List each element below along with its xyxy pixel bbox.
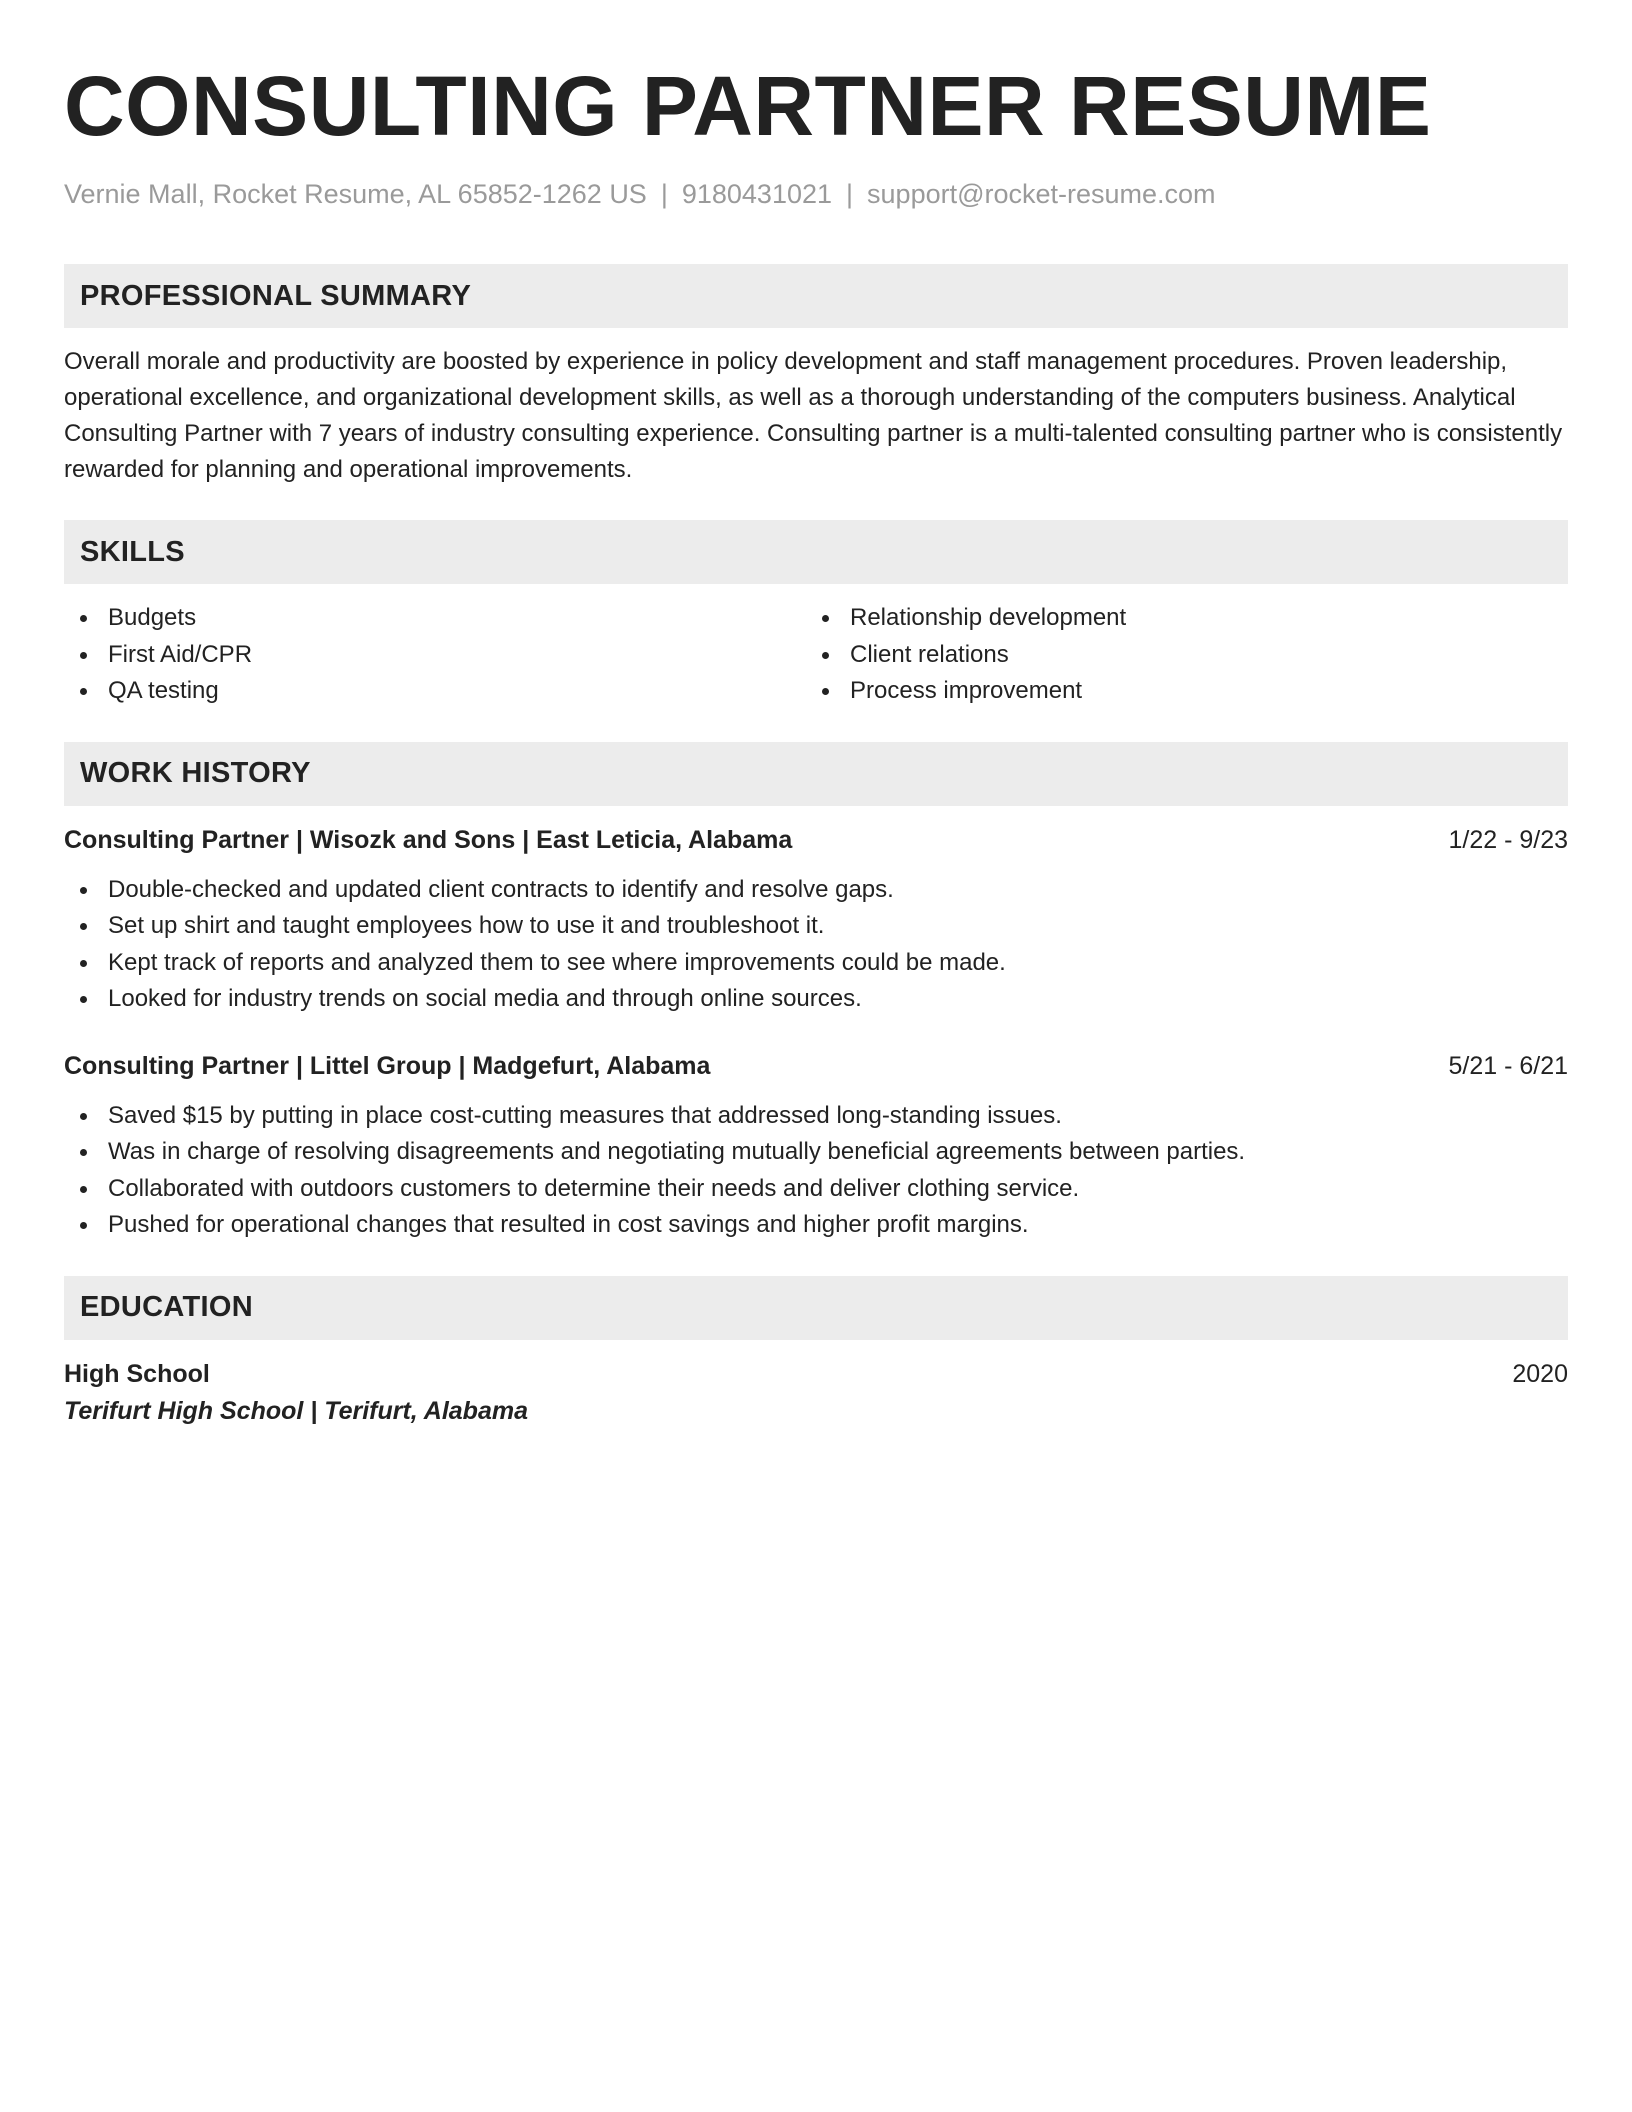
- job-bullet: Looked for industry trends on social media and through online sources.: [64, 981, 1568, 1018]
- job-bullet: Set up shirt and taught employees how to use it and troubleshoot it.: [64, 908, 1568, 945]
- education-header: [64, 1356, 1568, 1392]
- education-year: 2020: [1512, 1359, 1568, 1388]
- education-entry: [64, 1356, 1568, 1430]
- skill-item: Process improvement: [806, 673, 1548, 710]
- resume-title: CONSULTING PARTNER RESUME: [64, 59, 1432, 153]
- skills-column-right: [806, 600, 1548, 710]
- summary-heading: PROFESSIONAL SUMMARY: [64, 264, 1568, 328]
- job-entry: [64, 822, 1568, 1018]
- skill-item: Relationship development: [806, 600, 1548, 637]
- education-heading: EDUCATION: [64, 1276, 1568, 1340]
- job-bullets: [64, 872, 1568, 1018]
- job-bullet: Pushed for operational changes that resulted in cost savings and higher profit margins.: [64, 1207, 1568, 1244]
- job-bullet: Was in charge of resolving disagreements and negotiating mutually beneficial agreements between parties.: [64, 1134, 1568, 1171]
- contact-address: Vernie Mall, Rocket Resume, AL 65852-1262 US: [64, 179, 647, 209]
- job-header: [64, 1048, 1568, 1084]
- job-entry: [64, 1048, 1568, 1244]
- contact-separator: |: [660, 179, 668, 209]
- job-dates: 1/22 - 9/23: [1448, 825, 1568, 854]
- job-bullet: Kept track of reports and analyzed them to see where improvements could be made.: [64, 945, 1568, 982]
- job-dates: 5/21 - 6/21: [1448, 1051, 1568, 1080]
- education-degree: High School: [64, 1359, 210, 1388]
- skills-column-left: [64, 600, 806, 710]
- skill-item: First Aid/CPR: [64, 637, 806, 674]
- job-bullets: [64, 1098, 1568, 1244]
- skill-item: QA testing: [64, 673, 806, 710]
- contact-email: support@rocket-resume.com: [867, 179, 1216, 209]
- skills-list: [64, 600, 1568, 710]
- job-title: Consulting Partner | Wisozk and Sons | East Leticia, Alabama: [64, 825, 793, 854]
- job-header: [64, 822, 1568, 858]
- work-history-heading: WORK HISTORY: [64, 742, 1568, 806]
- summary-text: Overall morale and productivity are boosted by experience in policy development and staff management procedures. Proven leadership, operational excellence, and organizational development skills, as well as a thorough understanding of the computers business. Analytical Consulting Partner with 7 years of industry consulting experience. Consulting partner is a multi-talented consulting partner who is consistently rewarded for planning and operational improvements.: [64, 348, 1563, 483]
- job-title: Consulting Partner | Littel Group | Madgefurt, Alabama: [64, 1051, 711, 1080]
- skill-item: Budgets: [64, 600, 806, 637]
- job-bullet: Collaborated with outdoors customers to determine their needs and deliver clothing service.: [64, 1171, 1568, 1208]
- skills-heading: SKILLS: [64, 520, 1568, 584]
- job-bullet: Double-checked and updated client contracts to identify and resolve gaps.: [64, 872, 1568, 909]
- contact-separator: |: [846, 179, 854, 209]
- contact-line: [64, 176, 1568, 212]
- skill-item: Client relations: [806, 637, 1548, 674]
- contact-phone: 9180431021: [681, 179, 833, 209]
- job-bullet: Saved $15 by putting in place cost-cutting measures that addressed long-standing issues.: [64, 1098, 1568, 1135]
- resume-page: [64, 56, 1568, 1430]
- education-school: Terifurt High School | Terifurt, Alabama: [64, 1396, 528, 1425]
